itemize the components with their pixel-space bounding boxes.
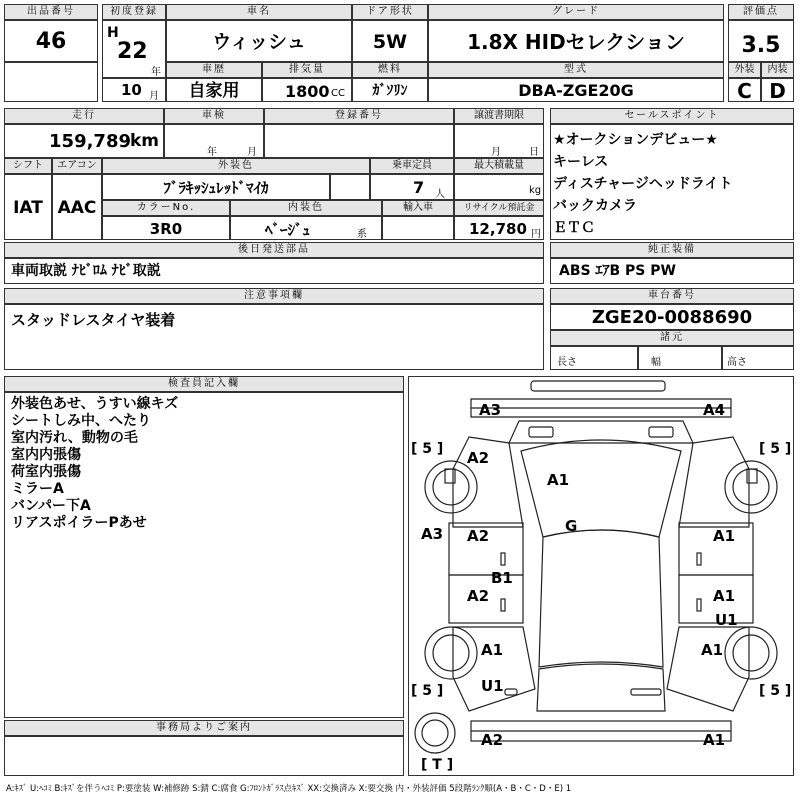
- capacity-label: 乗車定員: [370, 158, 454, 174]
- office-notes: [4, 736, 404, 776]
- width-cell: [638, 346, 722, 370]
- displacement-label: 排気量: [262, 62, 352, 78]
- length-cell: [550, 346, 638, 370]
- damage-mark: B1: [491, 569, 513, 587]
- reg-month: 10: [121, 81, 142, 99]
- car-name: ウィッシュ: [166, 20, 352, 62]
- lot-label: 出品番号: [4, 4, 98, 20]
- damage-mark: A2: [481, 731, 504, 749]
- door-label: ドア形状: [352, 4, 428, 20]
- insp-year-unit: 年: [207, 147, 217, 158]
- interior-value: D: [761, 78, 794, 102]
- length-label: 長さ: [557, 357, 577, 368]
- caution-value: スタッドレスタイヤ装着: [4, 304, 544, 370]
- transfer-cell: [454, 124, 544, 158]
- t-month: 月: [491, 147, 501, 158]
- shift-label: シフト: [4, 158, 52, 174]
- colorno-value: 3R0: [102, 216, 230, 240]
- cc-unit: CC: [331, 88, 345, 99]
- ac-label: エアコン: [52, 158, 102, 174]
- damage-mark: A1: [547, 471, 570, 489]
- chassis-value: ZGE20-0088690: [550, 304, 794, 330]
- inspector-note: 室内汚れ、動物の毛: [11, 430, 138, 446]
- ac-value: AAC: [52, 174, 102, 240]
- equipment-value: ABS ｴｱB PS PW: [550, 258, 794, 284]
- import-cell: [382, 216, 454, 240]
- import-label: 輸入車: [382, 200, 454, 216]
- inspector-note: 室内内張傷: [11, 447, 81, 463]
- tire-depth-fl: [ 5 ]: [411, 441, 444, 457]
- spec-label: 諸元: [550, 330, 794, 346]
- damage-mark: A3: [421, 525, 444, 543]
- tire-depth-fr: [ 5 ]: [759, 441, 792, 457]
- colorno-label: カラーNo.: [102, 200, 230, 216]
- damage-mark: A3: [479, 401, 502, 419]
- inspector-note: 荷室内張傷: [11, 464, 81, 480]
- damage-mark: A2: [467, 587, 490, 605]
- selling-point: バックカメラ: [553, 198, 637, 214]
- mileage-value: 159,789: [49, 131, 131, 152]
- load-label: 最大積載量: [454, 158, 544, 174]
- damage-mark: A4: [703, 401, 726, 419]
- damage-mark: U1: [481, 677, 504, 695]
- grade-label: グレード: [428, 4, 724, 20]
- damage-mark: A1: [703, 731, 726, 749]
- load-unit: kg: [529, 185, 542, 196]
- recycle-label: リサイクル預託金: [454, 200, 544, 216]
- t-day: 日: [529, 147, 539, 158]
- inspector-notes: [4, 392, 404, 718]
- intcolor-unit: 系: [357, 229, 367, 240]
- inspector-note: リアスポイラーPあせ: [11, 515, 147, 531]
- capacity-unit: 人: [435, 189, 445, 200]
- color-label: 外装色: [102, 158, 370, 174]
- insp-month-unit: 月: [247, 147, 257, 158]
- exterior-label: 外装: [728, 62, 761, 78]
- damage-mark: A2: [467, 527, 490, 545]
- model-label: 型式: [428, 62, 724, 78]
- reg-label: 初度登録: [102, 4, 166, 20]
- era-mark: H: [107, 25, 119, 41]
- fuel-label: 燃料: [352, 62, 428, 78]
- regnum-label: 登録番号: [264, 108, 454, 124]
- yen-unit: 円: [531, 229, 541, 240]
- height-cell: [722, 346, 794, 370]
- width-label: 幅: [651, 357, 661, 368]
- caution-label: 注意事項欄: [4, 288, 544, 304]
- reg-month-cell: [102, 78, 166, 102]
- inspector-note: バンパー下A: [11, 498, 91, 514]
- color-value: ﾌﾞﾗｷｯｼｭﾚｯﾄﾞﾏｲｶ: [102, 174, 330, 200]
- reg-year: 22: [117, 39, 148, 64]
- inspection-cell: [164, 124, 264, 158]
- office-label: 事務局よりご案内: [4, 720, 404, 736]
- selling-point: キーレス: [553, 154, 609, 170]
- score-value: 3.5: [728, 20, 794, 62]
- recycle-cell: [454, 216, 544, 240]
- model-value: DBA-ZGE20G: [428, 78, 724, 102]
- mileage-cell: [4, 124, 164, 158]
- selling-points-list: [550, 124, 794, 240]
- tire-spare: [ T ]: [421, 757, 454, 773]
- reg-year-cell: [102, 20, 166, 78]
- damage-mark: A1: [481, 641, 504, 659]
- displacement-cell: [262, 78, 352, 102]
- car-name-label: 車名: [166, 4, 352, 20]
- mileage-label: 走行: [4, 108, 164, 124]
- legend: A:ｷｽﾞ U:ﾍｺﾐ B:ｷｽﾞを伴うﾍｺﾐ P:要塗装 W:補修跡 S:錆 C:腐食 G:ﾌﾛﾝﾄｶﾞﾗｽ点ｷｽﾞ XX:交換済み X:要交換 内・外装評価 5段階ﾗﾝｸ順(A・B・C・D・E) 1: [6, 784, 572, 794]
- recycle-value: 12,780: [469, 220, 527, 238]
- intcolor-label: 内装色: [230, 200, 382, 216]
- damage-diagram: [408, 376, 794, 776]
- intcolor-cell: [230, 216, 382, 240]
- damage-mark: A1: [701, 641, 724, 659]
- inspector-note: 外装色あせ、うすい線キズ: [11, 396, 179, 412]
- inspector-note: シートしみ中、へたり: [11, 413, 151, 429]
- exterior-value: C: [728, 78, 761, 102]
- km-unit: km: [129, 131, 159, 151]
- damage-mark: A1: [713, 527, 736, 545]
- lot-blank: [4, 62, 98, 102]
- history-value: 自家用: [166, 78, 262, 102]
- tire-depth-rr: [ 5 ]: [759, 683, 792, 699]
- selling-point: ディスチャージヘッドライト: [553, 176, 733, 192]
- capacity-cell: [370, 174, 454, 200]
- intcolor-value: ﾍﾞｰｼﾞｭ: [265, 221, 311, 239]
- door-value: 5W: [352, 20, 428, 62]
- history-label: 車歴: [166, 62, 262, 78]
- score-label: 評価点: [728, 4, 794, 20]
- inspection-label: 車検: [164, 108, 264, 124]
- capacity-value: 7: [413, 178, 425, 197]
- damage-mark: A1: [713, 587, 736, 605]
- selling-point: ＥＴＣ: [553, 220, 595, 236]
- height-label: 高さ: [727, 357, 747, 368]
- selling-point: ★オークションデビュー★: [553, 132, 718, 148]
- grade-value: 1.8X HIDセレクション: [428, 20, 724, 62]
- equipment-label: 純正装備: [550, 242, 794, 258]
- damage-mark: A2: [467, 449, 490, 467]
- shift-value: IAT: [4, 174, 52, 240]
- month-unit: 月: [149, 91, 159, 102]
- inspector-note: ミラーA: [11, 481, 64, 497]
- displacement-value: 1800: [285, 82, 330, 101]
- load-cell: [454, 174, 544, 200]
- parts-label: 後日発送部品: [4, 242, 544, 258]
- selling-points-label: セールスポイント: [550, 108, 794, 124]
- chassis-label: 車台番号: [550, 288, 794, 304]
- damage-mark: U1: [715, 611, 738, 629]
- regnum-cell: [264, 124, 454, 158]
- damage-mark: G: [565, 517, 578, 535]
- lot-value: 46: [4, 20, 98, 62]
- transfer-label: 譲渡書期限: [454, 108, 544, 124]
- inspector-label: 検査員記入欄: [4, 376, 404, 392]
- year-unit: 年: [151, 67, 161, 78]
- tire-depth-rl: [ 5 ]: [411, 683, 444, 699]
- car-outline: [409, 377, 793, 775]
- fuel-value: ｶﾞｿﾘﾝ: [352, 78, 428, 102]
- color-blank: [330, 174, 370, 200]
- parts-value: 車両取説 ﾅﾋﾞﾛﾑ ﾅﾋﾞ取説: [4, 258, 544, 284]
- interior-label: 内装: [761, 62, 794, 78]
